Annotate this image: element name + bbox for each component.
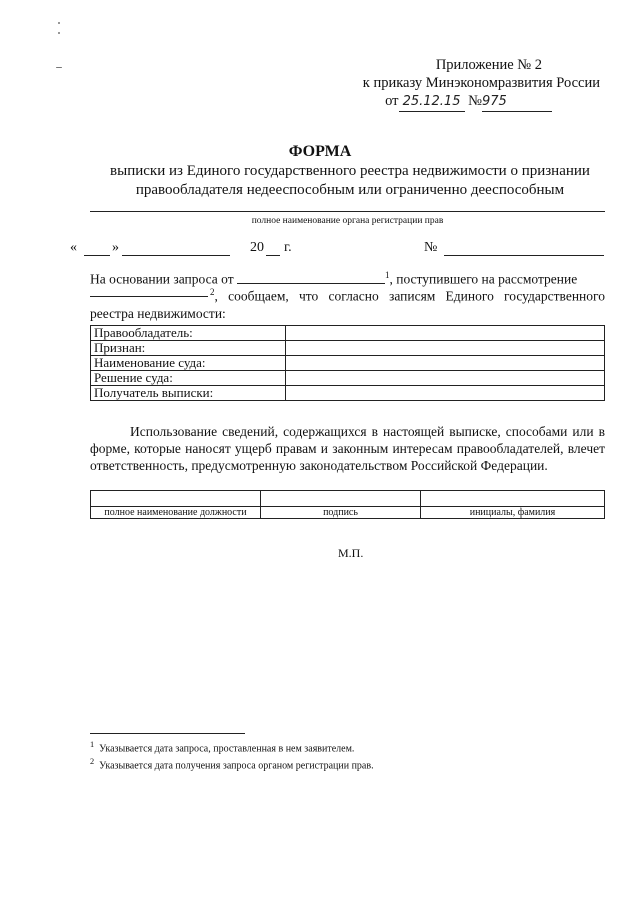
scan-speck <box>58 22 60 24</box>
footnote-text: Указывается дата получения запроса органом регистрации прав. <box>99 760 374 772</box>
signature-table <box>90 490 605 519</box>
basis-line-2 <box>90 284 605 322</box>
table-row <box>91 356 605 371</box>
org-name-line[interactable] <box>90 211 605 212</box>
form-title: ФОРМА <box>288 143 352 160</box>
appendix-date-handwritten: 25.12.15 <box>399 93 465 112</box>
basis-start: На основании запроса от <box>90 271 234 287</box>
row-label: Решение суда: <box>91 371 286 386</box>
footnote-ref-2: 2 <box>210 287 215 297</box>
appendix-num-label: № <box>468 93 482 109</box>
warning-paragraph: Использование сведений, содержащихся в настоящей выписке, способами или в форме, которые наносят ущерб правам и законным интересам правообладателей, влечет ответственность, предусмотренную законодательством Российской Федерации. <box>90 424 605 473</box>
table-row <box>91 341 605 356</box>
row-value[interactable] <box>286 326 605 341</box>
year-suffix: г. <box>284 240 292 255</box>
row-value[interactable] <box>286 341 605 356</box>
row-label: Наименование суда: <box>91 356 286 371</box>
footnote-ref-1: 1 <box>384 270 390 280</box>
receipt-date-field[interactable] <box>90 284 208 297</box>
year-prefix: 20 <box>250 240 264 255</box>
date-open-quote: « <box>70 240 77 255</box>
basis-end: , сообщаем, что согласно записям Единого государственного реестра недвижимости: <box>90 288 605 321</box>
date-close-quote: » <box>112 240 119 255</box>
footnote-separator <box>90 733 245 734</box>
footnote-item <box>90 738 610 755</box>
table-row <box>91 371 605 386</box>
number-field[interactable] <box>444 255 604 256</box>
appendix-from-label: от <box>385 93 399 109</box>
info-table <box>90 325 605 401</box>
footnote-item <box>90 755 610 772</box>
appendix-number-handwritten: 975 <box>482 93 552 112</box>
appendix-header <box>340 56 600 112</box>
footnote-text: Указывается дата запроса, проставленная в нем заявителем. <box>99 743 355 755</box>
row-value[interactable] <box>286 356 605 371</box>
row-value[interactable] <box>286 371 605 386</box>
signature-field[interactable] <box>261 491 421 507</box>
row-label: Правообладатель: <box>91 326 286 341</box>
initials-caption: инициалы, фамилия <box>421 507 605 519</box>
appendix-date-line <box>340 92 600 112</box>
footnotes <box>90 738 610 773</box>
year-field[interactable] <box>266 255 280 256</box>
row-label: Признан: <box>91 341 286 356</box>
footnote-number: 1 <box>90 740 95 749</box>
appendix-order: к приказу Минэкономразвития России <box>362 75 600 91</box>
row-label: Получатель выписки: <box>91 386 286 401</box>
scan-speck <box>58 32 60 34</box>
table-row <box>91 326 605 341</box>
table-row <box>91 386 605 401</box>
scan-speck <box>56 67 62 68</box>
row-value[interactable] <box>286 386 605 401</box>
org-name-caption: полное наименование органа регистрации прав <box>251 216 444 226</box>
appendix-title: Приложение № 2 <box>435 57 542 73</box>
date-number-row <box>70 240 610 258</box>
initials-field[interactable] <box>421 491 605 507</box>
number-label: № <box>424 240 438 255</box>
stamp-place: М.П. <box>338 546 364 560</box>
footnote-number: 2 <box>90 757 95 767</box>
signature-caption: подпись <box>261 507 421 519</box>
basis-mid: , поступившего на рассмотрение <box>389 271 578 287</box>
month-field[interactable] <box>122 255 230 256</box>
form-subtitle: выписки из Единого государственного реестра недвижимости о признании правообладателя недееспособным или ограниченно дееспособным <box>110 163 590 198</box>
request-date-field[interactable] <box>237 271 385 284</box>
position-field[interactable] <box>91 491 261 507</box>
position-caption: полное наименование должности <box>91 507 261 519</box>
day-field[interactable] <box>84 255 110 256</box>
